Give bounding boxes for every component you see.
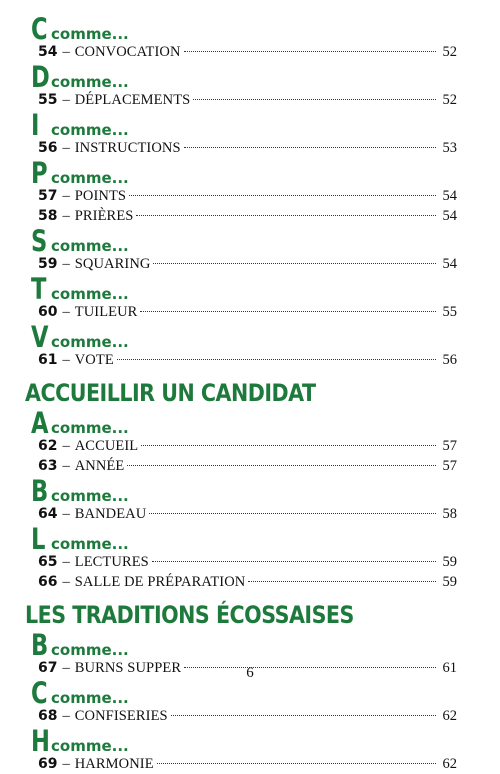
entry-dash: – (62, 352, 70, 368)
entry-page: 56 (442, 352, 457, 368)
entry-number: 61 (38, 352, 58, 368)
letter-group (31, 12, 457, 62)
letter-initial: B (31, 474, 49, 508)
letter-initial: D (31, 60, 50, 94)
letter-heading (31, 724, 457, 758)
entry-number: 63 (38, 458, 58, 474)
toc-entry (31, 456, 457, 476)
comme-label: comme... (51, 535, 129, 553)
letter-initial: H (31, 724, 50, 758)
entry-dash: – (62, 92, 70, 108)
letter-group (31, 676, 457, 726)
toc-block-2 (31, 406, 457, 592)
entry-dash: – (62, 554, 70, 570)
comme-label: comme... (51, 487, 129, 505)
entry-title: HARMONIE (74, 756, 154, 772)
entry-number: 59 (38, 256, 58, 272)
entry-title: LECTURES (74, 554, 149, 570)
toc-entry (31, 350, 457, 370)
entry-page: 62 (442, 756, 457, 772)
letter-initial: A (31, 406, 49, 440)
entry-dash: – (62, 438, 70, 454)
toc-entry (31, 90, 457, 110)
entry-number: 56 (38, 140, 58, 156)
entry-dash: – (62, 708, 70, 724)
table-of-contents (25, 12, 457, 774)
entry-title: POINTS (74, 188, 127, 204)
entry-page: 52 (442, 92, 457, 108)
section-heading: LES TRADITIONS ÉCOSSAISES (25, 601, 354, 629)
letter-initial: L (31, 522, 46, 556)
entry-dash: – (62, 256, 70, 272)
dot-leader (140, 311, 436, 312)
toc-entry (31, 436, 457, 456)
comme-label: comme... (51, 419, 129, 437)
entry-number: 68 (38, 708, 58, 724)
letter-heading (31, 156, 457, 190)
letter-heading (31, 224, 457, 258)
entry-page: 52 (442, 44, 457, 60)
letter-group (31, 522, 457, 592)
toc-entry (31, 254, 457, 274)
entry-number: 65 (38, 554, 58, 570)
dot-leader (184, 147, 436, 148)
comme-label: comme... (51, 285, 129, 303)
letter-initial: I (31, 108, 40, 142)
letter-initial: C (31, 12, 48, 46)
entry-number: 67 (38, 660, 58, 676)
dot-leader (141, 445, 436, 446)
entry-page: 62 (442, 708, 457, 724)
toc-entry (31, 186, 457, 206)
entry-dash: – (62, 44, 70, 60)
entry-dash: – (62, 574, 70, 590)
dot-leader (157, 763, 436, 764)
toc-entry (31, 706, 457, 726)
entry-title: BANDEAU (74, 506, 147, 522)
entry-dash: – (62, 140, 70, 156)
entry-dash: – (62, 188, 70, 204)
letter-heading (31, 628, 457, 662)
entry-page: 59 (442, 554, 457, 570)
entry-number: 60 (38, 304, 58, 320)
dot-leader (193, 99, 436, 100)
letter-group (31, 224, 457, 274)
comme-label: comme... (51, 73, 129, 91)
letter-group (31, 320, 457, 370)
letter-heading (31, 320, 457, 354)
entry-title: PRIÈRES (74, 208, 134, 224)
entry-page: 57 (442, 438, 457, 454)
letter-initial: V (31, 320, 49, 354)
toc-block-3 (31, 628, 457, 774)
letter-initial: B (31, 628, 49, 662)
toc-entry (31, 138, 457, 158)
letter-heading (31, 60, 457, 94)
section-heading: ACCUEILLIR UN CANDIDAT (25, 379, 316, 407)
letter-heading (31, 406, 457, 440)
entry-number: 55 (38, 92, 58, 108)
letter-heading (31, 272, 457, 306)
comme-label: comme... (51, 237, 129, 255)
entry-page: 61 (442, 660, 457, 676)
letter-group (31, 108, 457, 158)
entry-title: ANNÉE (74, 458, 125, 474)
entry-page: 57 (442, 458, 457, 474)
entry-page: 54 (442, 208, 457, 224)
dot-leader (149, 513, 436, 514)
comme-label: comme... (51, 689, 129, 707)
toc-entry (31, 572, 457, 592)
entry-title: SQUARING (74, 256, 151, 272)
letter-group (31, 60, 457, 110)
dot-leader (127, 465, 436, 466)
dot-leader (117, 359, 436, 360)
entry-number: 69 (38, 756, 58, 772)
toc-block-1 (31, 12, 457, 370)
entry-number: 66 (38, 574, 58, 590)
letter-group (31, 156, 457, 226)
entry-title: CONFISERIES (74, 708, 168, 724)
letter-initial: T (31, 272, 47, 306)
dot-leader (129, 195, 436, 196)
entry-dash: – (62, 458, 70, 474)
comme-label: comme... (51, 737, 129, 755)
comme-label: comme... (51, 169, 129, 187)
entry-page: 55 (442, 304, 457, 320)
entry-page: 54 (442, 256, 457, 272)
dot-leader (248, 581, 436, 582)
entry-page: 59 (442, 574, 457, 590)
entry-dash: – (62, 208, 70, 224)
entry-title: CONVOCATION (74, 44, 181, 60)
letter-initial: C (31, 676, 48, 710)
comme-label: comme... (51, 333, 129, 351)
entry-title: ACCUEIL (74, 438, 139, 454)
entry-page: 53 (442, 140, 457, 156)
entry-title: INSTRUCTIONS (74, 140, 181, 156)
toc-entry (31, 42, 457, 62)
entry-page: 58 (442, 506, 457, 522)
entry-dash: – (62, 506, 70, 522)
comme-label: comme... (51, 121, 129, 139)
letter-group (31, 474, 457, 524)
entry-title: VOTE (74, 352, 114, 368)
toc-entry (31, 504, 457, 524)
letter-heading (31, 108, 457, 142)
letter-group (31, 724, 457, 774)
comme-label: comme... (51, 641, 129, 659)
letter-heading (31, 12, 457, 46)
letter-group (31, 272, 457, 322)
entry-number: 54 (38, 44, 58, 60)
dot-leader (171, 715, 436, 716)
entry-number: 62 (38, 438, 58, 454)
entry-title: SALLE DE PRÉPARATION (74, 574, 246, 590)
toc-entry (31, 754, 457, 774)
dot-leader (136, 215, 436, 216)
letter-initial: P (31, 156, 48, 190)
dot-leader (153, 263, 436, 264)
entry-dash: – (62, 756, 70, 772)
toc-entry (31, 552, 457, 572)
page-number: 6 (246, 665, 254, 681)
toc-entry (31, 302, 457, 322)
comme-label: comme... (51, 25, 129, 43)
entry-page: 54 (442, 188, 457, 204)
entry-number: 58 (38, 208, 58, 224)
entry-number: 57 (38, 188, 58, 204)
letter-heading (31, 676, 457, 710)
entry-title: DÉPLACEMENTS (74, 92, 191, 108)
dot-leader (184, 51, 436, 52)
toc-entry (31, 206, 457, 226)
entry-dash: – (62, 304, 70, 320)
dot-leader (152, 561, 436, 562)
letter-heading (31, 522, 457, 556)
letter-initial: S (31, 224, 48, 258)
entry-title: BURNS SUPPER (74, 660, 182, 676)
entry-number: 64 (38, 506, 58, 522)
entry-dash: – (62, 660, 70, 676)
entry-title: TUILEUR (74, 304, 138, 320)
letter-heading (31, 474, 457, 508)
letter-group (31, 406, 457, 476)
